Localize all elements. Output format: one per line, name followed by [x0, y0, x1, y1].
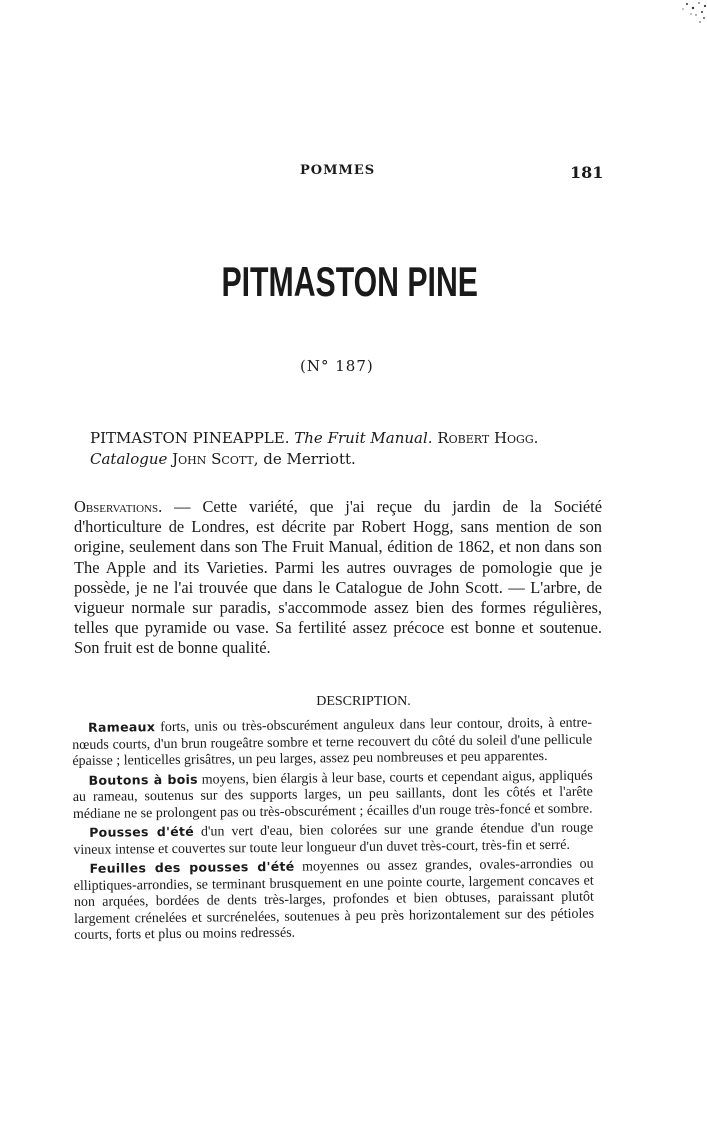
description-term: Pousses d'été	[89, 823, 195, 840]
observations-text: — Cette variété, que j'ai reçue du jardin de la Société d'horticulture de Londres, est décrite par Robert Hogg, sans mention de son origine, seulement dans son The Fruit Manual, édition de 1862, et non dans son The Apple and its Varieties. Parmi les autres ouvrages de pomologie que je possède, je ne l'ai trouvée que dans le Catalogue de John Scott. — L'arbre, de vigueur normale sur paradis, s'accommode assez bien des formes régulières, telles que pyramide ou vase. Sa fertilité assez précoce est bonne et soutenue. Son fruit est de bonne qualité.	[74, 497, 602, 658]
description-body	[72, 715, 594, 947]
scan-speckle-mark	[647, 0, 707, 40]
page-title: PITMASTON PINE	[221, 258, 478, 305]
description-text: moyennes ou assez grandes, ovales-arrondies ou elliptiques-arrondies, se terminant brusquement en une pointe courte, largement concaves et non arquées, bordées de dents très-larges, profondes et bien obtuses, paraissant plutôt largement crénelées et surcrénelées, soutenues à peu près horizontalement sur des pétioles courts, forts et plus ou moins redressés.	[73, 856, 595, 943]
observations-lead: Observations.	[74, 497, 163, 516]
description-text: forts, unis ou très-obscurément anguleux dans leur contour, droits, à entre-nœuds courts, d'un brun rougeâtre sombre et terne recouvert du côté du soleil d'une pellicule épaisse ; lenticelles grisâtres, un peu larges, assez peu nombreuses et peu apparentes.	[72, 715, 593, 769]
synonym-work-1: The Fruit Manual.	[294, 429, 433, 447]
running-head: POMMES	[300, 163, 376, 178]
synonym-name: PITMASTON PINEAPPLE.	[90, 429, 290, 447]
synonym-place: de Merriott.	[263, 450, 356, 468]
description-text: moyens, bien élargis à leur base, courts et cependant aigus, appliqués au rameau, soutenus sur des supports larges, un peu saillants, dont les côtés et l'arête médiane ne se prolongent pas ou très-obscurément ; écailles d'un rouge très-foncé et sombre.	[72, 768, 593, 822]
synonyms-block	[90, 428, 610, 470]
description-item	[73, 820, 593, 859]
page-number: 181	[570, 163, 604, 182]
description-heading: DESCRIPTION.	[316, 694, 411, 709]
description-term: Feuilles des pousses d'été	[89, 858, 295, 876]
synonym-author-2: John Scott,	[172, 450, 259, 468]
description-text: d'un vert d'eau, bien colorées sur une grande étendue d'un rouge vineux intense et couvertes sur toute leur longueur d'un duvet très-court, très-fin et serré.	[73, 820, 594, 858]
description-item	[73, 767, 594, 823]
description-item	[72, 715, 593, 771]
observations-paragraph	[74, 497, 602, 659]
description-term: Rameaux	[87, 719, 156, 735]
description-term: Boutons à bois	[88, 771, 198, 788]
variety-number: (N° 187)	[300, 357, 374, 375]
synonym-work-2: Catalogue	[90, 450, 168, 468]
synonym-author-1: Robert Hogg.	[437, 429, 539, 447]
description-item	[73, 856, 594, 945]
